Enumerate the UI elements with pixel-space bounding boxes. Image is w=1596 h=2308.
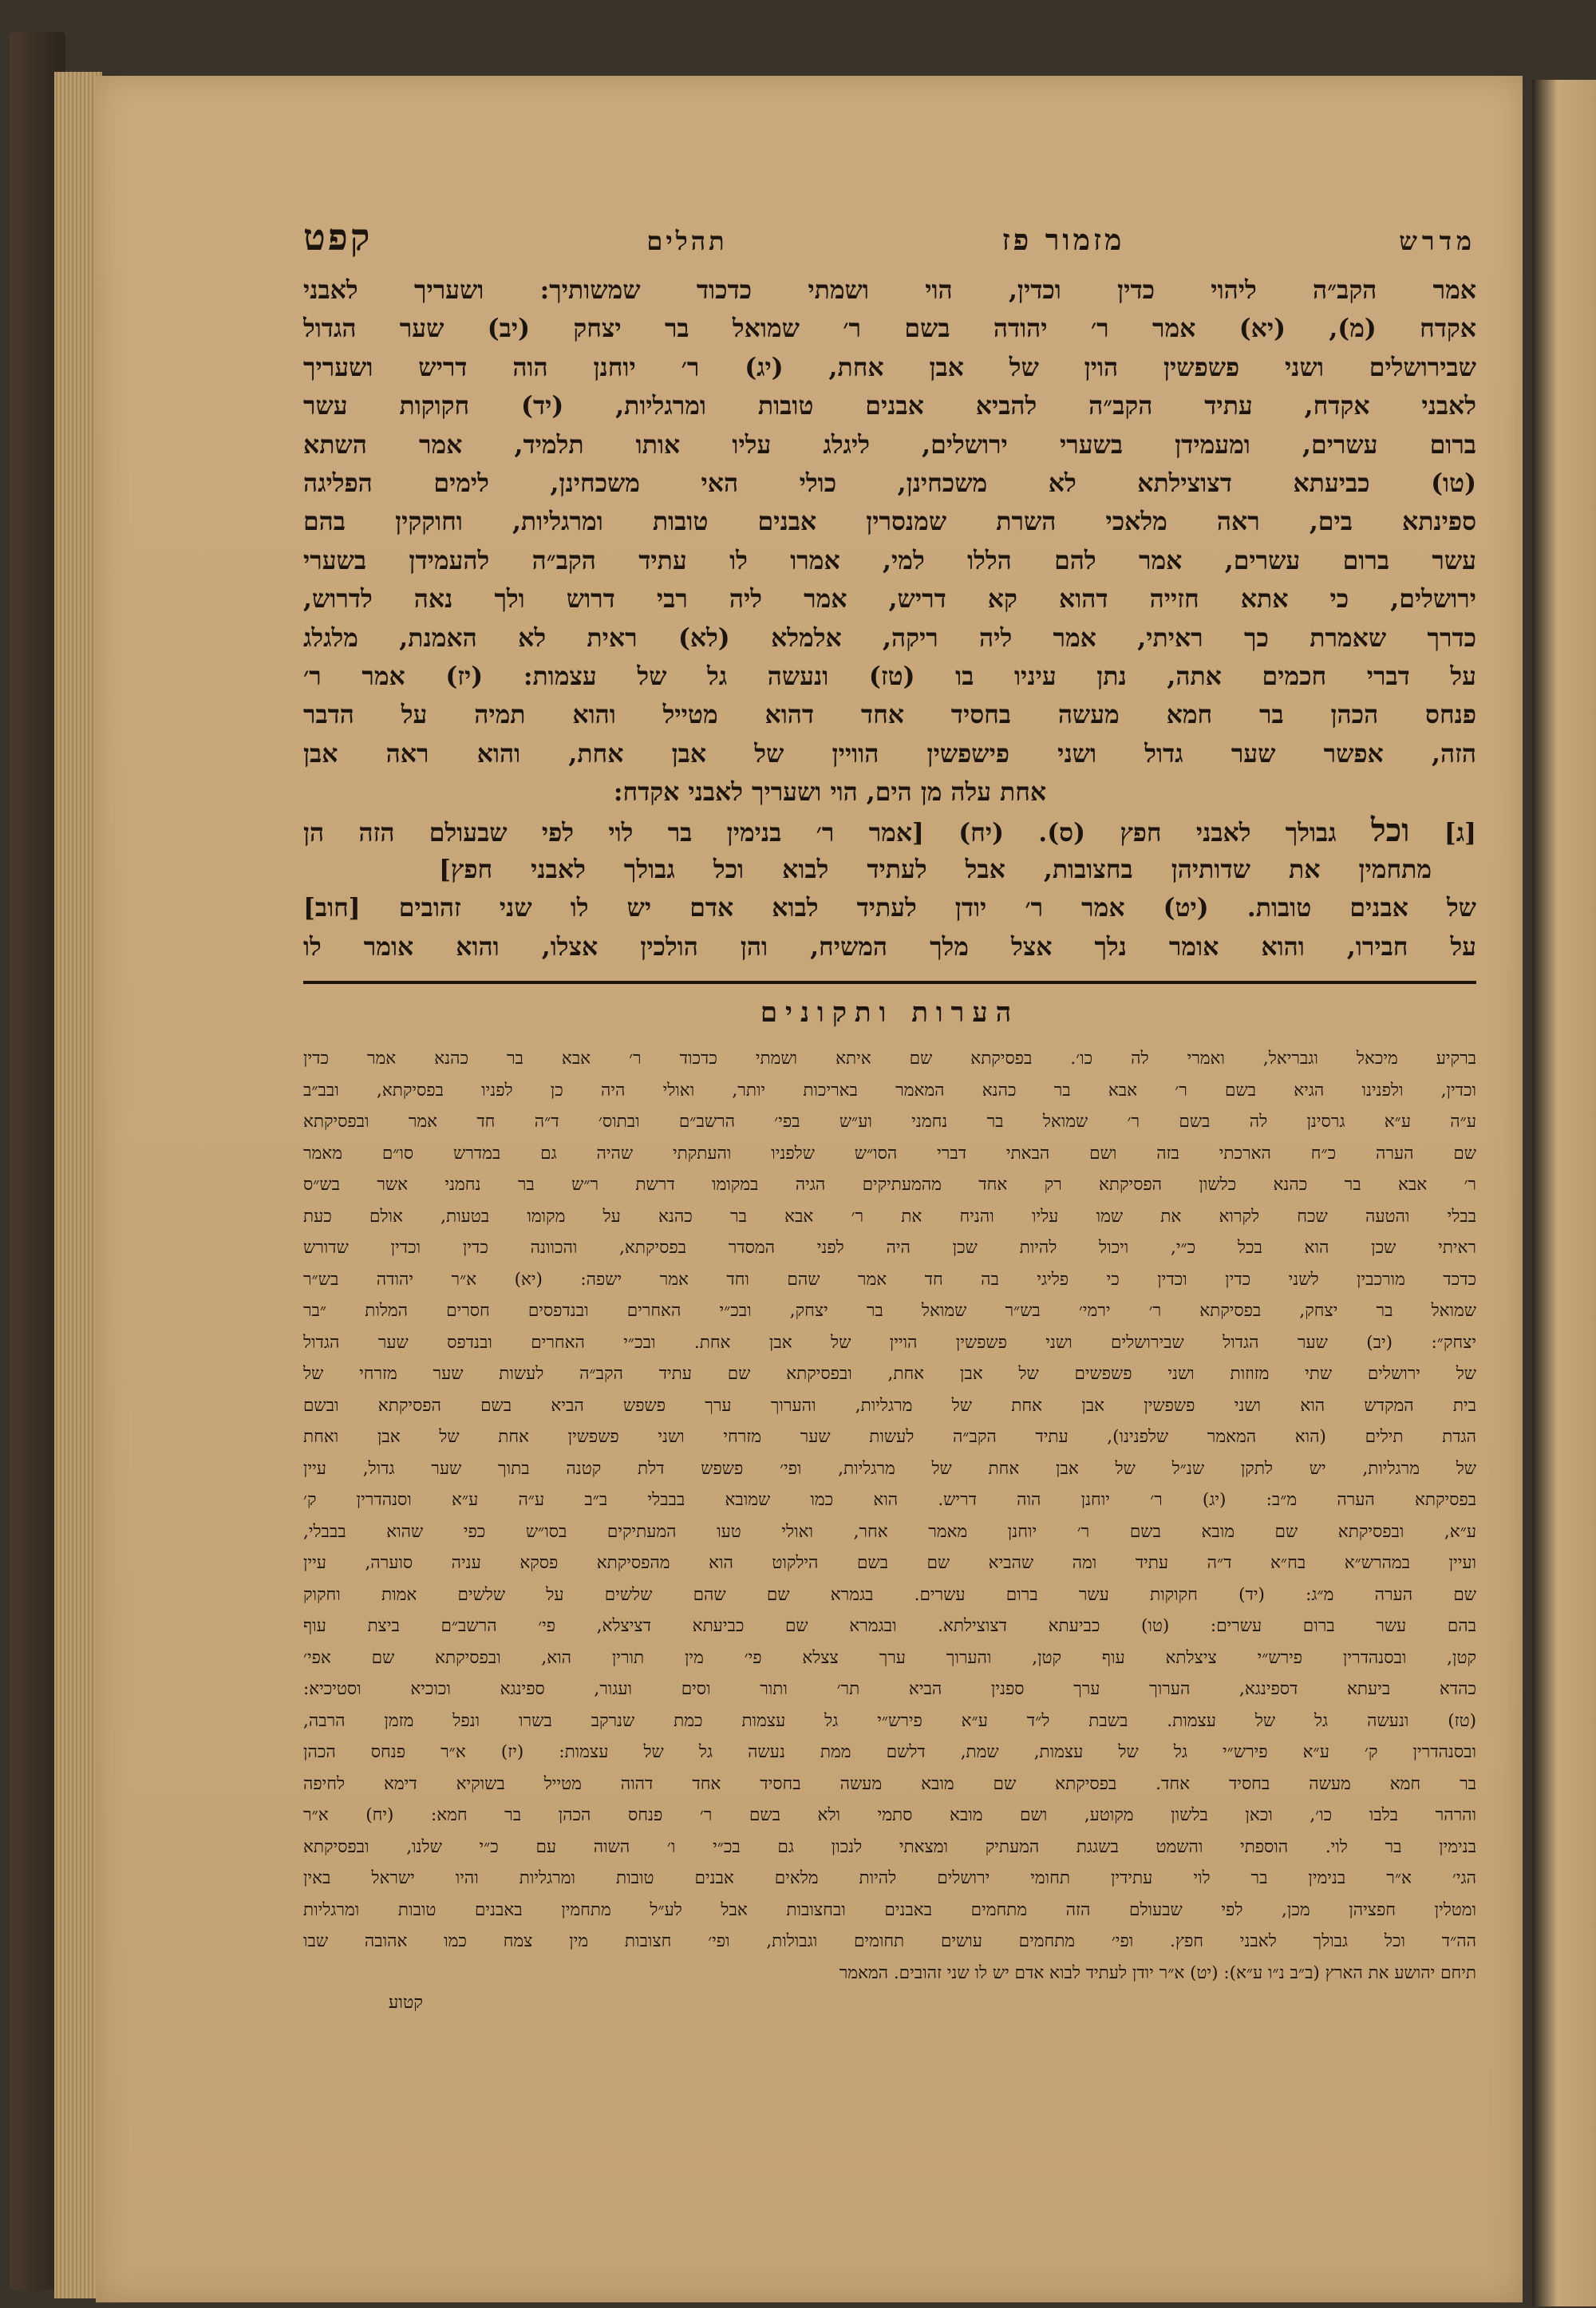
verse-text: גבולך לאבני חפץ (ס). (יח) [אמר ר׳ בנימין בר לוי לפי שבעולם הזה הן [303, 818, 1337, 848]
header-folio: קפט [303, 215, 373, 259]
main-line: אקדח (מ), (יא) אמר ר׳ יהודה בשם ר׳ שמואל בר יצחק (יב) שער הגדול [303, 314, 1476, 344]
header-psalms: תהלים [646, 226, 728, 256]
note-line: של ירושלים שתי מזוזות ושני פשפשים של אבן אחת, ובפסיקתא שם עתיד הקב״ה לעשות שער מזרחי של [303, 1364, 1476, 1385]
main-line: ספינתא בים, ראה מלאכי השרת שמנסרין אבנים טובות ומרגליות, וחוקקין בהם [303, 507, 1476, 537]
main-text [303, 271, 1476, 966]
note-line: ראיתי שכן הוא בכל כ״י, ויכול להיות שכן היה לפני המסדר בפסיקתא, והכוונה כדין וכדין שדורש [303, 1238, 1476, 1259]
note-line: תיחם יהושע את הארץ (ב״ב נ״ו ע״א): (יט) א״ר יודן לעתיד לבוא אדם יש לו שני זהובים. המאמר [839, 1962, 1476, 1983]
note-line: בית המקדש הוא ושני פשפשין אבן אחת של מרגליות, והערוך ערך פשפש הביא בשם הפסיקתא ובשם [303, 1395, 1476, 1416]
section-divider [303, 981, 1476, 984]
note-line: קטן, ובסנהדרין פירש״י ציצלתא עוף קטן, והערוך ערך צצלא פי׳ מין תורין הוא, ובפסיקתא שם אפי׳ [303, 1647, 1476, 1668]
note-line: הה״ד וכל גבולך לאבני חפץ. ופי׳ מתחמים עושים תחומים וגבולות, ופי׳ חצובות מין צמח כמו אהובה שבו [303, 1931, 1476, 1952]
note-line: (טז) ונעשה גל של עצמות. בשבת ל״ד ע״א פירש״י גל עצמות כמת שנרקב בשרו ונפל מזמן הרבה, [303, 1710, 1476, 1731]
header-chapter: מזמור פז [1001, 223, 1125, 257]
main-line: מתחמין את שדותיהן בחצובות, אבל לעתיד לבוא וכל גבולך לאבני חפץ] [439, 854, 1432, 884]
page-stack-edge [54, 72, 102, 2298]
note-line: בר חמא מעשה בחסיד אחד. בפסיקתא שם מובא מעשה בחסיד אחד דהוה מטייל בשוקיא דימא לחיפה [303, 1773, 1476, 1794]
main-line: ברום עשרים, ומעמידן בשערי ירושלים, ליגלג עליו אותו תלמיד, אמר השתא [303, 429, 1476, 460]
note-line: ובסנהדרין ק׳ ע״א פירש״י גל של עצמות, שמת, דלשם ממת נעשה גל של עצמות: (יז) א״ר פנחס הכהן [303, 1742, 1476, 1763]
note-line: ומטלין חפציהן מכן, לפי שבעולם הזה מתחמים באבנים ובחצובות אבל לע״ל מתחמין באבנים טובות ומרגליות [303, 1899, 1476, 1920]
note-line: הגדת תילים (הוא המאמר שלפנינו), עתיד הקב״ה לעשות שער מזרחי ושני פשפשין אחת של אבן ואחת [303, 1427, 1476, 1448]
note-line: יצחק״: (יב) שער הגדול שבירושלים ושני פשפשין הויין של אבן אחת. ובכ״י האחרים ובנדפס שער הגדול [303, 1332, 1476, 1353]
running-head [303, 215, 1476, 262]
note-line: בפסיקתא הערה מ״ב: (יג) ר׳ יוחנן הוה דריש. הוא כמו שמובא בבבלי ב״ב ע״ה ע״א וסנהדרין ק׳ [303, 1490, 1476, 1511]
notes-title: הערות ותקונים [760, 997, 1020, 1030]
main-line: עשר ברום עשרים, אמר להם הללו למי, אמרו לו עתיד הקב״ה להעמידן בשערי [303, 545, 1476, 575]
main-line: פנחס הכהן בר חמא מעשה בחסיד אחד דהוא מטייל והוא תמיה על הדבר [303, 700, 1476, 730]
main-short-line: אחת עלה מן הים, הוי ושעריך לאבני אקדח: [613, 777, 1047, 808]
note-line: ועיין במהרש״א בח״א ד״ה עתיד ומה שהביא שם בשם הילקוט הוא מהפסיקתא פסקא עניה סוערה, עיין [303, 1553, 1476, 1574]
verse-lead-word: וכל [1370, 812, 1410, 850]
verse-number: [ג] [1444, 818, 1476, 848]
note-line: כדכד מורכבין לשני כדין וכדין כי פליגי בה חד אמר שהם וחד אמר ישפה: (יא) א״ר יהודה בש״ר [303, 1269, 1476, 1290]
note-line: בנימין בר לוי. הוספתי והשמט בשגגת המעתיק ומצאתי לנכון גם בכ״י ו׳ השוה עם כ״י שלנו, ובפסיקתא [303, 1836, 1476, 1857]
main-line: (טו) כביעתא דצוצילתא לא משכחינן, כולי האי משכחינן, לימים הפליגה [303, 468, 1476, 498]
header-midrash: מדרש [1399, 226, 1476, 256]
note-line: בבלי והטעה שכח לקרוא את שמו עליו והניח את ר׳ אבא בר כהנא על מקומו בטעות, אולם כעת [303, 1206, 1476, 1227]
note-line: ע״א, ובפסיקתא שם מובא בשם ר׳ יוחנן מאמר אחר, ואולי טעו המעתיקים בסו״ש כפי שהוא בבבלי, [303, 1521, 1476, 1542]
main-line: על דברי חכמים אתה, נתן עיניו בו (טז) ונעשה גל של עצמות: (יז) אמר ר׳ [303, 661, 1476, 691]
notes-body [303, 1043, 1476, 1989]
main-line: לאבני אקדח, עתיד הקב״ה להביא אבנים טובות ומרגליות, (יד) חקוקות עשר [303, 391, 1476, 421]
catchword: קטוע [388, 1993, 423, 2014]
note-line: שמואל בר יצחק, בפסיקתא ר׳ ירמי׳ בש״ר שמואל בר יצחק, ובכ״י האחרים ובנדפסים חסרים המלות ״בר [303, 1301, 1476, 1322]
note-line: של מרגליות, יש לתקן שנ״ל של אבן אחת של מרגליות, ופי׳ פשפש דלת קטנה בתוך שער גדול, עיין [303, 1458, 1476, 1479]
main-line: ירושלים, כי אתא חזייה דהוא קא דריש, אמר ליה רבי דרוש ולך נאה לדרוש, [303, 584, 1476, 615]
facing-page-edge [1532, 80, 1596, 2306]
main-line: על חבירו, והוא אומר נלך אצל מלך המשיח, והן הולכין אצלו, והוא אומר לו [303, 931, 1476, 962]
main-line: הזה, אפשר שער גדול ושני פישפשין הוויין של אבן אחת, והוא ראה אבן [303, 738, 1476, 769]
note-line: ברקיע מיכאל וגבריאל, ואמרי לה כו׳. בפסיקתא שם איתא ושמתי כדכוד ר׳ אבא בר כהנא אמר כדין [303, 1049, 1476, 1069]
note-line: ע״ה ע״א גרסינן לה בשם ר׳ שמואל בר נחמני וע״ש בפי׳ הרשב״ם ובתוס׳ ד״ה חד אמר ובפסיקתא [303, 1112, 1476, 1132]
main-line: אמר הקב״ה ליהוי כדין וכדין, הוי ושמתי כדכוד שמשותיך: ושעריך לאבני [303, 275, 1476, 305]
note-line: בהם עשר ברום עשרים: (טו) כביעתא דצוצילתא. ובגמרא שם כביעתא דציצלא, פי׳ הרשב״ם ביצת עוף [303, 1616, 1476, 1637]
note-line: שם הערה כ״ח הארכתי בזה ושם הבאתי דברי הסו״ש שלפניו והעתקתי שהיה גם במדרש סו״ם מאמר [303, 1143, 1476, 1164]
page-content [303, 215, 1476, 2021]
note-line: וכדין, ולפנינו הגיא בשם ר׳ אבא בר כהנא המאמר באריכות יותר, ואולי היה כן לפניו בפסיקתא, ובב״ב [303, 1080, 1476, 1101]
main-line: כדרך שאמרת כך ראיתי, אמר ליה ריקה, אלמלא (לא) ראית לא האמנת, מלגלג [303, 622, 1476, 653]
note-line: והרהר בלבו כו׳, וכאן בלשון מקוטע, ושם מובא סתמי ולא בשם ר׳ פנחס הכהן בר חמא: (יח) א״ר [303, 1805, 1476, 1826]
note-line: ר׳ אבא בר כהנא כלשון הפסיקתא רק אחד מהמעתיקים הגיה במקומו דרשת ר״ש בר נחמני אשר בש״ס [303, 1175, 1476, 1195]
verse-line [303, 812, 1476, 850]
note-line: שם הערה מ״ג: (יד) חקוקות עשר ברום עשרים. בגמרא שם שהם שלשים על שלשים אמות וחקוק [303, 1584, 1476, 1605]
note-line: הגי׳ א״ר בנימין בר לוי עתידין תחומי ירושלים להיות מלאים אבנים טובות ומרגליות והיו ישראל באין [303, 1868, 1476, 1889]
main-line: של אבנים טובות. (יט) אמר ר׳ יודן לעתיד לבוא אדם יש לו שני זהובים [חוב] [303, 893, 1476, 923]
note-line: כהדא ביעתא דספינגא, הערוך ערך ספנין הביא תר׳ ותור וסים ועגור, ספינגא וכוכיא וסטיכיא: [303, 1679, 1476, 1700]
main-line: שבירושלים ושני פשפשין הוין של אבן אחת, (יג) ר׳ יוחנן הוה דריש ושעריך [303, 352, 1476, 382]
